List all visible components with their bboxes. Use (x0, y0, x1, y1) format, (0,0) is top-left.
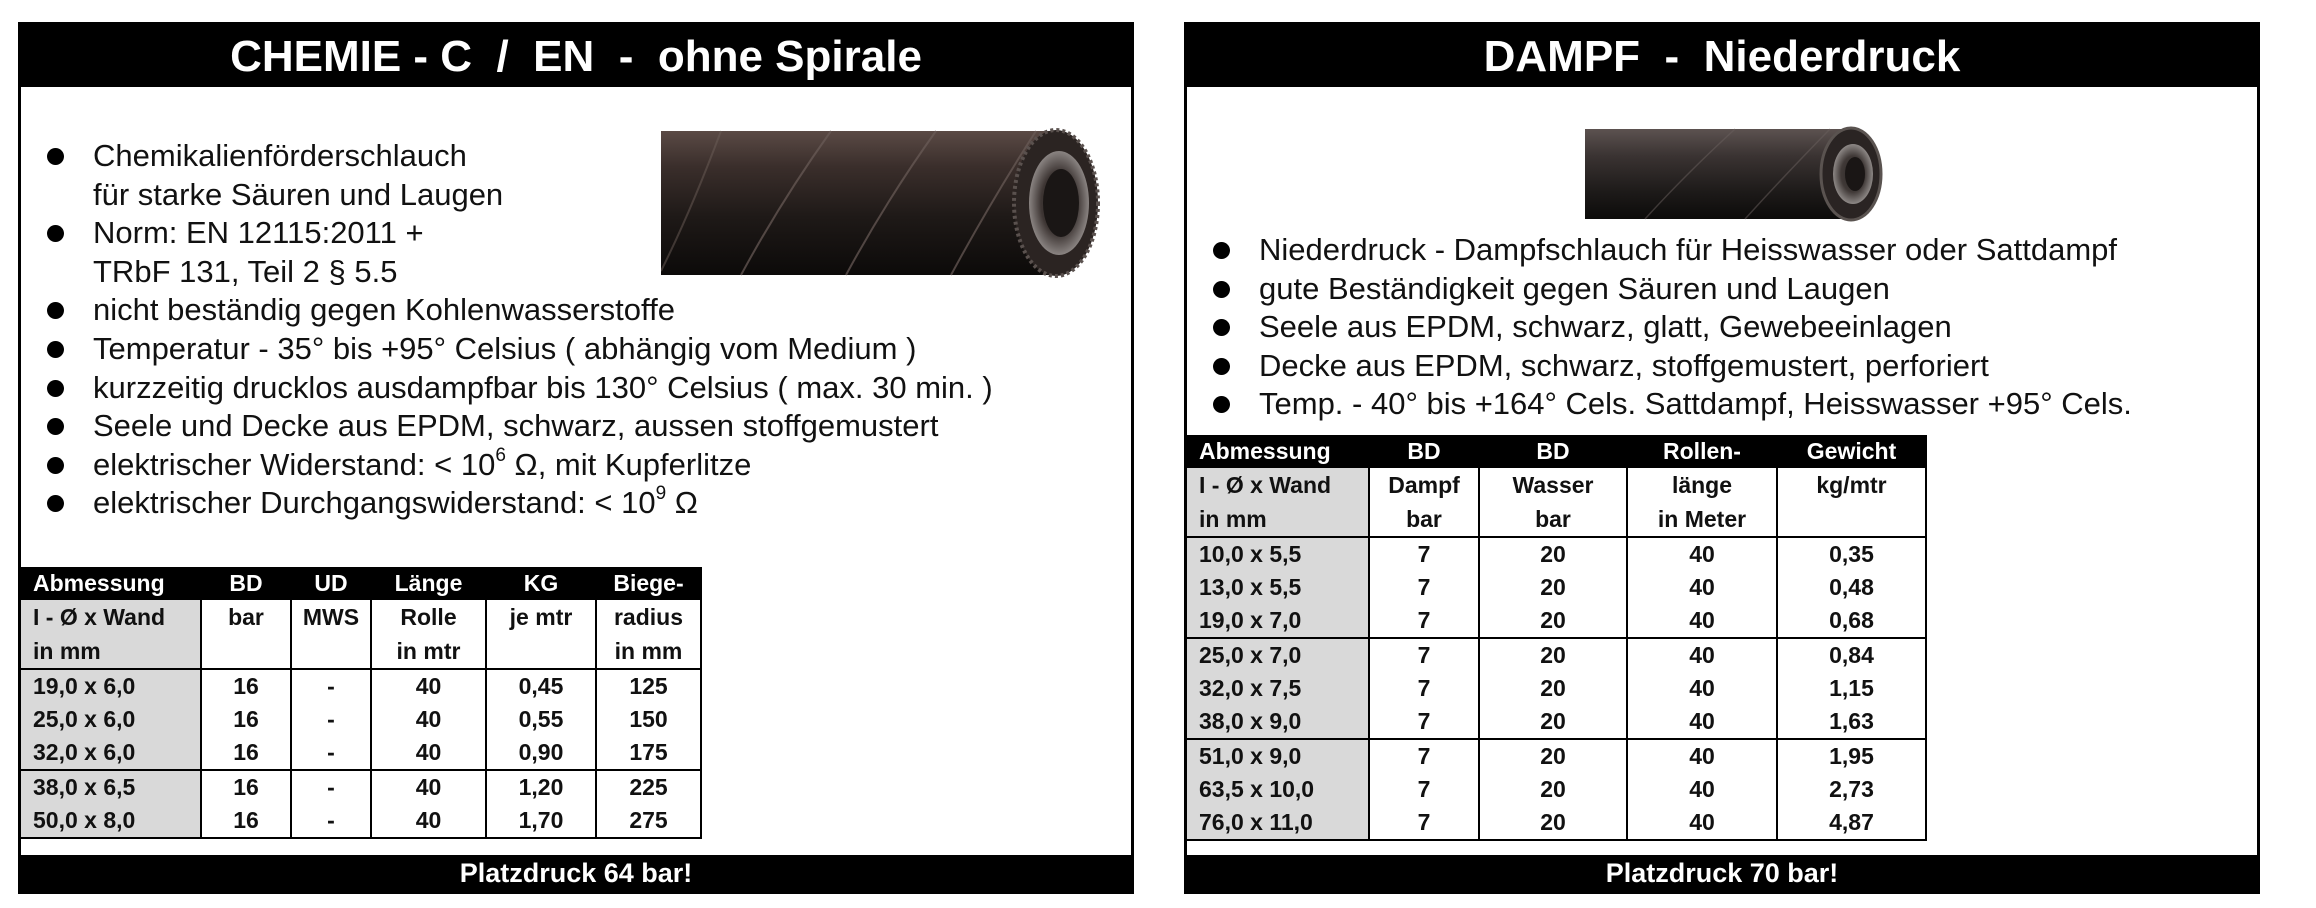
table-cell: 40 (1627, 773, 1777, 806)
table-cell: 13,0 x 5,5 (1187, 571, 1369, 604)
table-cell: 10,0 x 5,5 (1187, 537, 1369, 571)
table-cell (201, 634, 291, 669)
bullet-icon (1213, 396, 1230, 413)
table-cell: BD (1479, 435, 1627, 468)
table-cell: 16 (201, 736, 291, 770)
table-cell: 63,5 x 10,0 (1187, 773, 1369, 806)
bullet-icon (47, 495, 64, 512)
bullet-icon (47, 457, 64, 474)
table-cell: 40 (1627, 806, 1777, 840)
table-header-row (21, 567, 701, 600)
table-cell: 7 (1369, 638, 1479, 672)
burst-pressure-footer: Platzdruck 70 bar! (1187, 855, 2257, 891)
table-cell: 16 (201, 770, 291, 804)
table-cell: 20 (1479, 604, 1627, 638)
table-cell: 175 (596, 736, 701, 770)
table-cell: 1,15 (1777, 672, 1926, 705)
table-cell: Gewicht (1777, 435, 1926, 468)
table-cell: 1,70 (486, 804, 596, 838)
table-cell: Länge (371, 567, 486, 600)
table-cell: 38,0 x 9,0 (1187, 705, 1369, 739)
table-cell: länge (1627, 468, 1777, 502)
table-cell: MWS (291, 600, 371, 634)
table-cell: I - Ø x Wand (21, 600, 201, 634)
table-cell: 19,0 x 7,0 (1187, 604, 1369, 638)
table-cell: 20 (1479, 739, 1627, 773)
table-cell: 0,45 (486, 669, 596, 703)
table-cell: 7 (1369, 604, 1479, 638)
list-item: Norm: EN 12115:2011 + TRbF 131, Teil 2 § 5.5 (29, 214, 993, 291)
table-cell: 0,55 (486, 703, 596, 736)
table-cell: - (291, 804, 371, 838)
table-cell: KG (486, 567, 596, 600)
table-subheader-row (21, 600, 701, 634)
table-row (1187, 806, 1926, 840)
list-item: elektrischer Durchgangswiderstand: < $10^9$ Ω (29, 484, 993, 523)
bullet-icon (1213, 319, 1230, 336)
table-cell: radius (596, 600, 701, 634)
spec-table (21, 567, 702, 839)
table-row (1187, 739, 1926, 773)
table-cell: 20 (1479, 806, 1627, 840)
table-row (21, 770, 701, 804)
table-cell: 1,63 (1777, 705, 1926, 739)
hose-image (1585, 115, 1887, 233)
table-cell: BD (1369, 435, 1479, 468)
table-cell: bar (1369, 502, 1479, 537)
table-cell: 0,90 (486, 736, 596, 770)
table-cell: 4,87 (1777, 806, 1926, 840)
table-cell: bar (201, 600, 291, 634)
list-item: Niederdruck - Dampfschlauch für Heisswasser oder Sattdampf (1195, 231, 2132, 270)
table-cell: - (291, 703, 371, 736)
table-cell: 7 (1369, 672, 1479, 705)
panel-dampf (1184, 22, 2260, 894)
table-cell: 40 (1627, 739, 1777, 773)
table-row (1187, 705, 1926, 739)
table-cell: 0,84 (1777, 638, 1926, 672)
list-item: Decke aus EPDM, schwarz, stoffgemustert, perforiert (1195, 347, 2132, 386)
table-cell: 7 (1369, 571, 1479, 604)
feature-list (29, 137, 993, 523)
table-cell: UD (291, 567, 371, 600)
list-item: Temperatur - 35° bis +95° Celsius ( abhängig vom Medium ) (29, 330, 993, 369)
table-cell: Rolle (371, 600, 486, 634)
list-item: Temp. - 40° bis +164° Cels. Sattdampf, Heisswasser +95° Cels. (1195, 385, 2132, 424)
table-cell: 25,0 x 7,0 (1187, 638, 1369, 672)
table-cell: BD (201, 567, 291, 600)
table-cell: 40 (371, 804, 486, 838)
table-cell: 32,0 x 7,5 (1187, 672, 1369, 705)
table-cell: 19,0 x 6,0 (21, 669, 201, 703)
table-cell: 7 (1369, 537, 1479, 571)
table-cell: 40 (371, 703, 486, 736)
bullet-icon (1213, 358, 1230, 375)
table-cell: Dampf (1369, 468, 1479, 502)
table-cell: 40 (371, 669, 486, 703)
table-cell: Abmessung (21, 567, 201, 600)
bullet-icon (1213, 242, 1230, 259)
table-cell: 275 (596, 804, 701, 838)
table-cell: 7 (1369, 739, 1479, 773)
table-cell: 7 (1369, 773, 1479, 806)
list-item: gute Beständigkeit gegen Säuren und Laugen (1195, 270, 2132, 309)
table-cell: I - Ø x Wand (1187, 468, 1369, 502)
table-cell: 40 (1627, 571, 1777, 604)
table-cell: 32,0 x 6,0 (21, 736, 201, 770)
panel-title: CHEMIE - C / EN - ohne Spirale (21, 25, 1131, 87)
table-cell: 1,20 (486, 770, 596, 804)
panel-chemie (18, 22, 1134, 894)
table-cell: in mm (1187, 502, 1369, 537)
burst-pressure-footer: Platzdruck 64 bar! (21, 855, 1131, 891)
table-cell: 0,48 (1777, 571, 1926, 604)
table-row (1187, 571, 1926, 604)
table-cell: 40 (1627, 604, 1777, 638)
table-cell: 51,0 x 9,0 (1187, 739, 1369, 773)
table-row (1187, 638, 1926, 672)
panel-title: DAMPF - Niederdruck (1187, 25, 2257, 87)
table-subheader-row (1187, 502, 1926, 537)
bullet-icon (47, 380, 64, 397)
table-cell: 40 (1627, 537, 1777, 571)
table-cell: 125 (596, 669, 701, 703)
table-cell: 150 (596, 703, 701, 736)
table-cell: 20 (1479, 773, 1627, 806)
table-cell: in Meter (1627, 502, 1777, 537)
spec-table (1187, 435, 1927, 841)
table-row (21, 736, 701, 770)
table-cell (1777, 502, 1926, 537)
table-cell: 40 (1627, 638, 1777, 672)
table-cell: 2,73 (1777, 773, 1926, 806)
table-subheader-row (21, 634, 701, 669)
table-cell: 38,0 x 6,5 (21, 770, 201, 804)
table-cell: Rollen- (1627, 435, 1777, 468)
bullet-icon (47, 302, 64, 319)
table-cell: 76,0 x 11,0 (1187, 806, 1369, 840)
table-cell: in mtr (371, 634, 486, 669)
table-cell: 1,95 (1777, 739, 1926, 773)
table-cell: - (291, 770, 371, 804)
table-cell: in mm (596, 634, 701, 669)
table-cell: kg/mtr (1777, 468, 1926, 502)
table-subheader-row (1187, 468, 1926, 502)
table-cell: 225 (596, 770, 701, 804)
table-row (21, 804, 701, 838)
table-row (1187, 773, 1926, 806)
table-cell: 7 (1369, 705, 1479, 739)
table-cell: 40 (371, 736, 486, 770)
table-cell: 16 (201, 703, 291, 736)
list-item: nicht beständig gegen Kohlenwasserstoffe (29, 291, 993, 330)
table-row (1187, 672, 1926, 705)
table-cell: Abmessung (1187, 435, 1369, 468)
list-item: kurzzeitig drucklos ausdampfbar bis 130° Celsius ( max. 30 min. ) (29, 369, 993, 408)
bullet-icon (47, 225, 64, 242)
list-item: elektrischer Widerstand: < $10^6$ Ω, mit Kupferlitze (29, 446, 993, 485)
bullet-icon (47, 341, 64, 358)
table-cell: 16 (201, 669, 291, 703)
table-cell: - (291, 669, 371, 703)
table-cell: 40 (371, 770, 486, 804)
table-cell: 25,0 x 6,0 (21, 703, 201, 736)
table-cell: 20 (1479, 638, 1627, 672)
list-item: Seele aus EPDM, schwarz, glatt, Gewebeeinlagen (1195, 308, 2132, 347)
table-row (21, 669, 701, 703)
table-cell: 20 (1479, 705, 1627, 739)
table-header-row (1187, 435, 1926, 468)
list-item: Chemikalienförderschlauch für starke Säuren und Laugen (29, 137, 993, 214)
table-cell: 7 (1369, 806, 1479, 840)
table-row (1187, 604, 1926, 638)
table-cell (486, 634, 596, 669)
list-item: Seele und Decke aus EPDM, schwarz, aussen stoffgemustert (29, 407, 993, 446)
feature-list (1195, 231, 2132, 424)
table-cell: 50,0 x 8,0 (21, 804, 201, 838)
bullet-icon (47, 418, 64, 435)
table-cell: - (291, 736, 371, 770)
table-cell: bar (1479, 502, 1627, 537)
table-cell: 20 (1479, 537, 1627, 571)
bullet-icon (47, 148, 64, 165)
bullet-icon (1213, 281, 1230, 298)
table-cell: 20 (1479, 672, 1627, 705)
table-cell: in mm (21, 634, 201, 669)
table-cell: 16 (201, 804, 291, 838)
table-cell: 40 (1627, 705, 1777, 739)
table-cell: je mtr (486, 600, 596, 634)
table-cell: Biege- (596, 567, 701, 600)
table-cell: 0,68 (1777, 604, 1926, 638)
table-cell: 0,35 (1777, 537, 1926, 571)
table-cell (291, 634, 371, 669)
table-cell: 20 (1479, 571, 1627, 604)
table-row (1187, 537, 1926, 571)
table-row (21, 703, 701, 736)
table-cell: 40 (1627, 672, 1777, 705)
table-cell: Wasser (1479, 468, 1627, 502)
